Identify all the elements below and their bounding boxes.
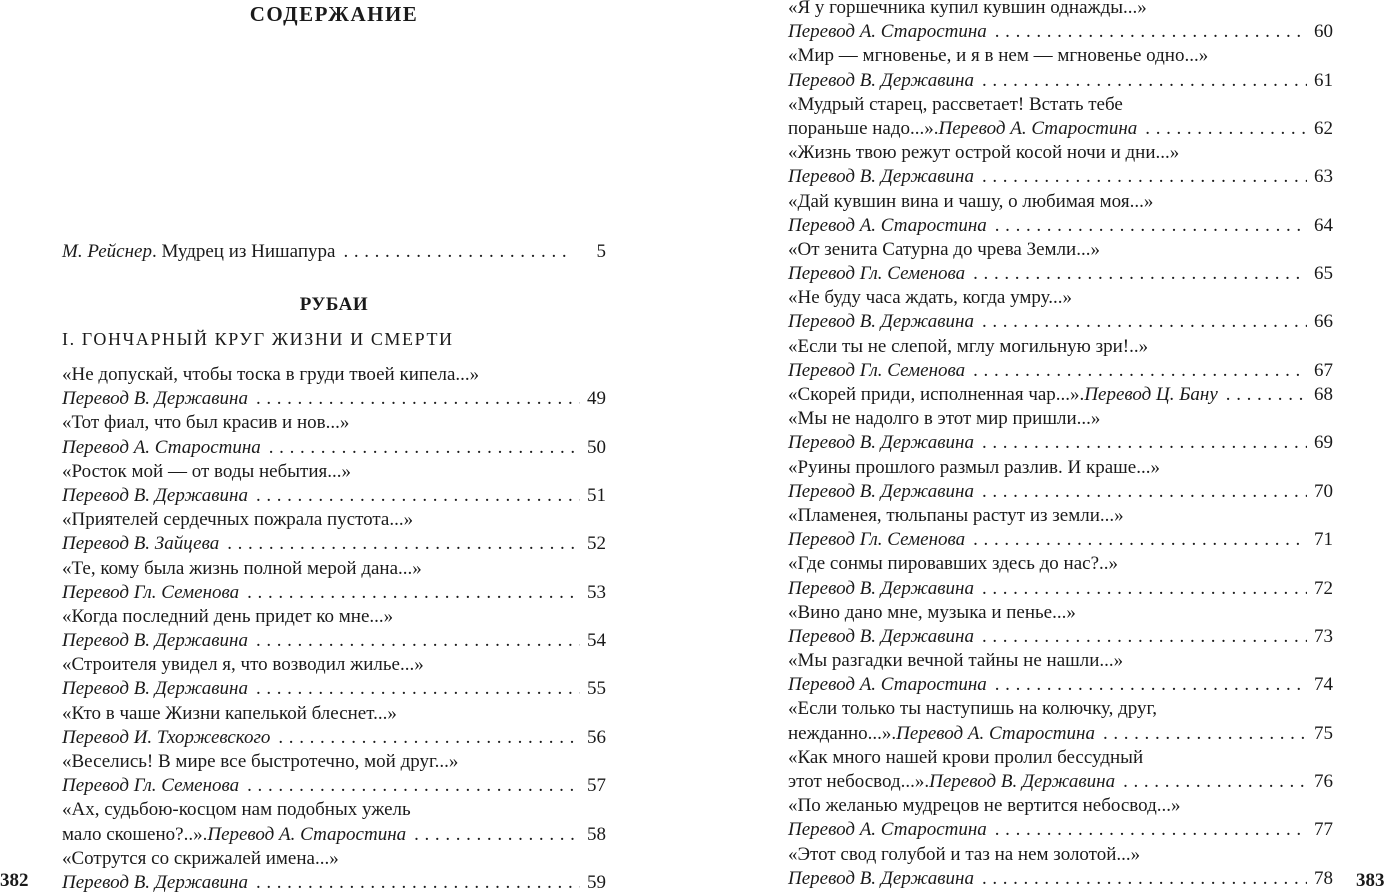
toc-entry[interactable] [62, 508, 606, 556]
page-number: 76 [1314, 771, 1333, 792]
dot-leader [995, 20, 1307, 44]
toc-entry[interactable] [62, 557, 606, 605]
entry-title-line: «Тот фиал, что был красив и нов...» [62, 412, 350, 434]
entry-translator: Перевод В. Державина [788, 867, 974, 889]
dot-leader [973, 262, 1307, 286]
entry-translator-line [62, 387, 606, 411]
dot-leader [982, 480, 1307, 504]
page-number: 51 [587, 484, 606, 506]
entry-translator: Перевод А. Старостина [207, 823, 407, 845]
entry-translator: Перевод В. Державина [788, 69, 974, 91]
section-heading: РУБАИ [299, 294, 369, 315]
toc-entry[interactable] [62, 411, 606, 459]
dot-leader [247, 581, 580, 605]
folio-right: 383 [1356, 870, 1385, 891]
dot-leader [278, 726, 580, 750]
entry-title-line: «Те, кому была жизнь полной мерой дана...» [62, 557, 422, 579]
toc-entry[interactable] [788, 141, 1333, 189]
toc-entry[interactable] [788, 601, 1333, 649]
entry-title-continuation: нежданно...». [788, 722, 897, 744]
toc-entry[interactable] [62, 653, 606, 701]
entry-translator: Перевод Гл. Семенова [788, 529, 966, 551]
entry-title-line: «Мы не надолго в этот мир пришли...» [788, 408, 1101, 430]
page-number: 69 [1314, 432, 1333, 454]
toc-entry[interactable] [62, 750, 606, 798]
entry-translator: Перевод И. Тхоржевского [62, 726, 271, 748]
dot-leader [227, 532, 580, 556]
preface-author: М. Рейснер [62, 241, 152, 262]
toc-entry[interactable] [788, 335, 1333, 383]
toc-entry[interactable] [788, 697, 1333, 745]
entry-translator: Перевод В. Державина [929, 771, 1116, 792]
entry-translator-line [62, 774, 606, 798]
entry-translator: Перевод А. Старостина [62, 436, 261, 458]
entry-translator: Перевод В. Державина [62, 678, 248, 700]
entry-translator: Перевод А. Старостина [788, 214, 987, 236]
dot-leader [414, 823, 580, 847]
entry-translator-line [788, 673, 1333, 697]
entry-translator: Перевод А. Старостина [896, 722, 1095, 744]
entry-translator-line [788, 69, 1333, 93]
toc-entry[interactable] [62, 798, 606, 846]
entry-translator: Перевод Гл. Семенова [62, 775, 240, 797]
entry-translator: Перевод В. Державина [788, 577, 974, 599]
dot-leader [995, 214, 1307, 238]
page-number: 50 [587, 436, 606, 458]
page-number: 56 [587, 726, 606, 748]
toc-entry[interactable] [788, 456, 1333, 504]
entry-title-line: «Ах, судьбою-косцом нам подобных ужель [62, 799, 411, 821]
entry-title-continuation: «Скорей приди, исполненная чар...». [788, 384, 1085, 405]
dot-leader [982, 577, 1307, 601]
entry-translator-line [788, 577, 1333, 601]
entry-title-line: «Когда последний день придет ко мне...» [62, 605, 394, 627]
dot-leader [982, 431, 1307, 455]
entry-title-line: «Кто в чаше Жизни капелькой блеснет...» [62, 702, 397, 724]
entry-translator: Перевод Гл. Семенова [62, 581, 240, 603]
page-number: 63 [1314, 166, 1333, 188]
entry-translator: Перевод А. Старостина [788, 819, 987, 841]
entry-title-line: «Если только ты наступишь на колючку, друг, [788, 698, 1157, 720]
entry-translator: Перевод В. Державина [62, 388, 248, 410]
entry-title-line: «Мы разгадки вечной тайны не нашли...» [788, 650, 1124, 672]
entry-title-line: «Как много нашей крови пролил бессудный [788, 746, 1144, 768]
dot-leader [343, 240, 570, 264]
page-number: 68 [1314, 384, 1333, 405]
entry-translator: Перевод В. Державина [788, 432, 974, 454]
entry-title-line: «Росток мой — от воды небытия...» [62, 460, 351, 482]
dot-leader [256, 871, 580, 895]
entry-translator: Перевод В. Державина [62, 484, 248, 506]
entry-title-line: «Вино дано мне, музыка и пенье...» [788, 601, 1076, 623]
page-number: 67 [1314, 359, 1333, 381]
entry-title-line: «Мудрый старец, рассветает! Встать тебе [788, 93, 1123, 115]
entry-translator-line [788, 867, 1333, 891]
entry-translator-line [788, 214, 1333, 238]
page-number: 64 [1314, 214, 1333, 236]
toc-entry[interactable] [788, 0, 1333, 44]
entry-title-line: «Веселись! В мире все быстротечно, мой друг...» [62, 751, 459, 772]
entry-title-line: «Сотрутся со скрижалей имена...» [62, 847, 339, 869]
entry-title-continuation: пораньше надо...». [788, 117, 939, 139]
entry-title-line: «Не буду часа ждать, когда умру...» [788, 287, 1072, 309]
dot-leader [256, 484, 580, 508]
entry-translator-line [788, 165, 1333, 189]
page-number: 70 [1314, 480, 1333, 502]
entry-title-line: «Если ты не слепой, мглу могильную зри!..» [788, 335, 1149, 357]
entry-translator-line [788, 262, 1333, 286]
entry-translator: Перевод А. Старостина [938, 117, 1138, 139]
entry-title-line: «Пламенея, тюльпаны растут из земли...» [788, 504, 1124, 526]
entry-title-line: «Не допускай, чтобы тоска в груди твоей кипела...» [62, 364, 480, 385]
toc-entry-preface[interactable] [62, 240, 606, 264]
entry-translator: Перевод Гл. Семенова [788, 263, 966, 285]
dot-leader [982, 867, 1307, 891]
entry-title-line: «Приятелей сердечных пожрала пустота...» [62, 509, 414, 531]
toc-entry[interactable] [62, 847, 606, 895]
page-number: 54 [587, 630, 606, 652]
dot-leader [973, 528, 1307, 552]
dot-leader [982, 69, 1307, 93]
toc-list-right [788, 0, 1333, 891]
toc-entry[interactable] [62, 605, 606, 653]
dot-leader [995, 818, 1307, 842]
entry-title-line: «Где сонмы пировавших здесь до нас?..» [788, 553, 1119, 575]
entry-title-line: «Строителя увидел я, что возводил жилье...» [62, 654, 424, 676]
page-number: 75 [1314, 722, 1333, 744]
entry-translator-line [788, 310, 1333, 334]
dot-leader [1226, 383, 1307, 407]
dot-leader [973, 359, 1307, 383]
page-number: 57 [587, 775, 606, 797]
preface-work: . Мудрец из Нишапура [151, 241, 336, 262]
page-title: СОДЕРЖАНИЕ [249, 2, 419, 26]
entry-title-line: «Дай кувшин вина и чашу, о любимая моя...» [788, 190, 1154, 212]
page-number: 71 [1314, 529, 1333, 551]
entry-translator-line [788, 383, 1333, 407]
page-number: 55 [587, 678, 606, 700]
page-number: 53 [587, 581, 606, 603]
page-number: 65 [1314, 263, 1333, 285]
entry-title-line: «Этот свод голубой и таз на нем золотой...» [788, 843, 1141, 865]
entry-title-line: «От зенита Сатурна до чрева Земли...» [788, 238, 1100, 260]
entry-translator-line [788, 528, 1333, 552]
dot-leader [982, 165, 1307, 189]
entry-title-continuation: этот небосвод...». [788, 771, 930, 792]
entry-translator: Перевод В. Державина [62, 630, 248, 652]
entry-translator-line [62, 823, 606, 847]
entry-translator-line [788, 431, 1333, 455]
entry-translator-line [62, 871, 606, 895]
toc-entry[interactable] [788, 93, 1333, 141]
entry-translator-line [788, 722, 1333, 746]
page-number: 5 [596, 241, 606, 262]
entry-translator: Перевод А. Старостина [788, 21, 987, 43]
entry-title-line: «Я у горшечника купил кувшин однажды...» [788, 0, 1147, 18]
dot-leader [256, 387, 580, 411]
entry-translator-line [62, 532, 606, 556]
entry-translator-line [62, 726, 606, 750]
dot-leader [1123, 770, 1307, 794]
toc-entry[interactable] [788, 407, 1333, 455]
toc-entry[interactable] [788, 552, 1333, 600]
toc-entry[interactable] [62, 460, 606, 508]
page-number: 52 [587, 533, 606, 555]
entry-translator-line [788, 480, 1333, 504]
entry-translator: Перевод Гл. Семенова [788, 359, 966, 381]
entry-translator-line [62, 677, 606, 701]
entry-translator: Перевод В. Державина [62, 871, 248, 893]
dot-leader [995, 673, 1307, 697]
entry-title-line: «Жизнь твою режут острой косой ночи и дни...» [788, 142, 1180, 164]
entry-translator-line [788, 359, 1333, 383]
dot-leader [269, 436, 580, 460]
page-number: 72 [1314, 577, 1333, 599]
entry-title-line: «По желанью мудрецов не вертится небосвод...» [788, 795, 1181, 817]
entry-translator: Перевод А. Старостина [788, 674, 987, 696]
entry-title-line: «Руины прошлого размыл разлив. И краше...» [788, 456, 1160, 478]
entry-translator: Перевод Ц. Бану [1084, 384, 1218, 405]
entry-translator-line [788, 20, 1333, 44]
dot-leader [982, 310, 1307, 334]
toc-entry[interactable] [788, 794, 1333, 842]
entry-translator-line [62, 629, 606, 653]
page-number: 59 [587, 871, 606, 893]
dot-leader [982, 625, 1307, 649]
page-number: 73 [1314, 625, 1333, 647]
toc-entry[interactable] [788, 746, 1333, 794]
page-number: 74 [1314, 674, 1333, 696]
entry-translator-line [62, 484, 606, 508]
folio-left: 382 [0, 870, 29, 891]
entry-translator-line [788, 117, 1333, 141]
entry-title-continuation: мало скошено?..». [62, 823, 208, 845]
toc-entry[interactable] [788, 190, 1333, 238]
dot-leader [1145, 117, 1307, 141]
page-number: 62 [1314, 117, 1333, 139]
page-number: 66 [1314, 311, 1333, 333]
dot-leader [1103, 722, 1307, 746]
entry-translator: Перевод В. Зайцева [62, 533, 220, 555]
entry-translator-line [62, 581, 606, 605]
chapter-heading: I. ГОНЧАРНЫЙ КРУГ ЖИЗНИ И СМЕРТИ [62, 329, 454, 349]
page-number: 58 [587, 823, 606, 845]
entry-translator: Перевод В. Державина [788, 480, 974, 502]
entry-translator: Перевод В. Державина [788, 625, 974, 647]
entry-translator-line [788, 818, 1333, 842]
toc-entry[interactable] [788, 44, 1333, 92]
entry-translator: Перевод В. Державина [788, 166, 974, 188]
toc-entry[interactable] [788, 238, 1333, 286]
entry-translator-line [62, 436, 606, 460]
dot-leader [256, 677, 580, 701]
toc-entry[interactable] [788, 649, 1333, 697]
dot-leader [247, 774, 580, 798]
entry-translator-line [788, 625, 1333, 649]
toc-list-left [62, 363, 606, 895]
toc-entry[interactable] [62, 363, 606, 411]
toc-entry[interactable] [62, 702, 606, 750]
page-number: 61 [1314, 69, 1333, 91]
toc-entry[interactable] [788, 286, 1333, 334]
toc-entry[interactable] [788, 504, 1333, 552]
entry-title-line: «Мир — мгновенье, и я в нем — мгновенье одно...» [788, 45, 1209, 67]
page-number: 78 [1314, 867, 1333, 889]
toc-entry[interactable] [788, 383, 1333, 407]
dot-leader [256, 629, 580, 653]
page-number: 60 [1314, 21, 1333, 43]
toc-entry[interactable] [788, 843, 1333, 891]
page-number: 49 [587, 388, 606, 410]
page-number: 77 [1314, 819, 1333, 841]
entry-translator-line [788, 770, 1333, 794]
entry-translator: Перевод В. Державина [788, 311, 974, 333]
